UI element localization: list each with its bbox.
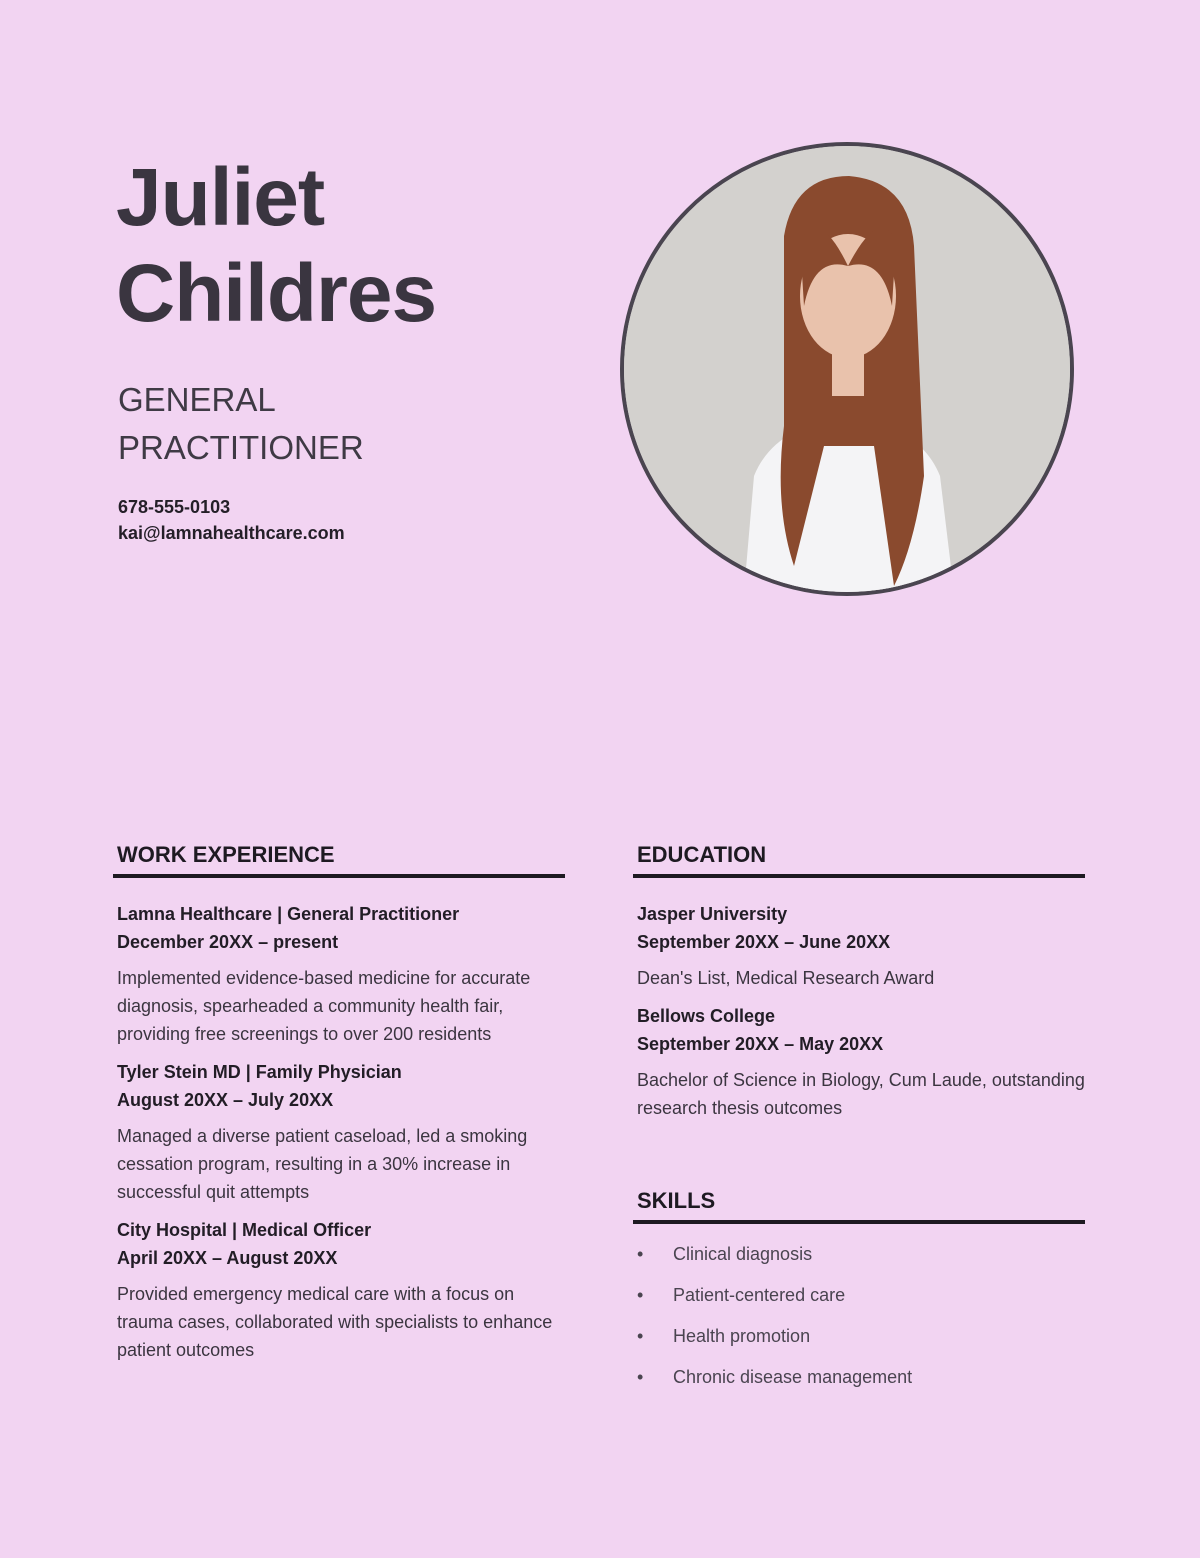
email: kai@lamnahealthcare.com xyxy=(118,523,345,543)
school-description: Bachelor of Science in Biology, Cum Laude, outstanding research thesis outcomes xyxy=(637,1070,1085,1118)
job-role: Tyler Stein MD | Family Physician xyxy=(117,1062,402,1082)
work-entry xyxy=(117,1216,565,1364)
bullet-icon: • xyxy=(637,1244,644,1264)
last-name: Childres xyxy=(116,248,437,339)
job-description: Managed a diverse patient caseload, led a smoking cessation program, resulting in a 30% increase in successful quit attempts xyxy=(117,1126,528,1202)
skill-label: Chronic disease management xyxy=(673,1367,913,1387)
job-description: Implemented evidence-based medicine for accurate diagnosis, spearheaded a community health fair, providing free screenings to over 200 residents xyxy=(117,968,531,1044)
phone: 678-555-0103 xyxy=(118,497,231,517)
job-role: City Hospital | Medical Officer xyxy=(117,1220,372,1240)
school-dates: September 20XX – June 20XX xyxy=(637,932,891,952)
job-role: Lamna Healthcare | General Practitioner xyxy=(117,904,460,924)
job-title-line: GENERAL xyxy=(118,381,276,418)
education-entry xyxy=(637,1002,1085,1122)
divider xyxy=(633,874,1085,878)
school-name: Bellows College xyxy=(637,1006,776,1026)
portrait-illustration xyxy=(624,146,1070,592)
skills-section xyxy=(633,1186,1085,1398)
school-dates: September 20XX – May 20XX xyxy=(637,1034,884,1054)
job-description: Provided emergency medical care with a focus on trauma cases, collaborated with specialists to enhance patient outcomes xyxy=(117,1284,553,1360)
work-entry xyxy=(117,900,565,1048)
candidate-name xyxy=(116,150,436,342)
section-heading: EDUCATION xyxy=(637,842,767,867)
section-heading: WORK EXPERIENCE xyxy=(117,842,335,867)
job-dates: August 20XX – July 20XX xyxy=(117,1090,334,1110)
job-dates: April 20XX – August 20XX xyxy=(117,1248,338,1268)
job-title-line: PRACTITIONER xyxy=(118,429,364,466)
first-name: Juliet xyxy=(116,152,325,243)
work-entry xyxy=(117,1058,565,1206)
work-experience-section xyxy=(113,840,565,1374)
profile-photo xyxy=(620,142,1074,596)
job-dates: December 20XX – present xyxy=(117,932,339,952)
school-description: Dean's List, Medical Research Award xyxy=(637,968,935,988)
skill-item xyxy=(637,1316,1085,1357)
divider xyxy=(113,874,565,878)
skill-item xyxy=(637,1275,1085,1316)
bullet-icon: • xyxy=(637,1326,644,1346)
education-section xyxy=(633,840,1085,1132)
skills-list xyxy=(633,1234,1085,1398)
section-heading: SKILLS xyxy=(637,1188,716,1213)
bullet-icon: • xyxy=(637,1285,644,1305)
contact-info xyxy=(118,494,345,546)
bullet-icon: • xyxy=(637,1367,644,1387)
skill-item xyxy=(637,1357,1085,1398)
school-name: Jasper University xyxy=(637,904,788,924)
divider xyxy=(633,1220,1085,1224)
skill-label: Health promotion xyxy=(673,1326,811,1346)
education-entry xyxy=(637,900,1085,992)
skill-label: Patient-centered care xyxy=(673,1285,846,1305)
job-title xyxy=(118,376,364,472)
skill-item xyxy=(637,1234,1085,1275)
skill-label: Clinical diagnosis xyxy=(673,1244,813,1264)
